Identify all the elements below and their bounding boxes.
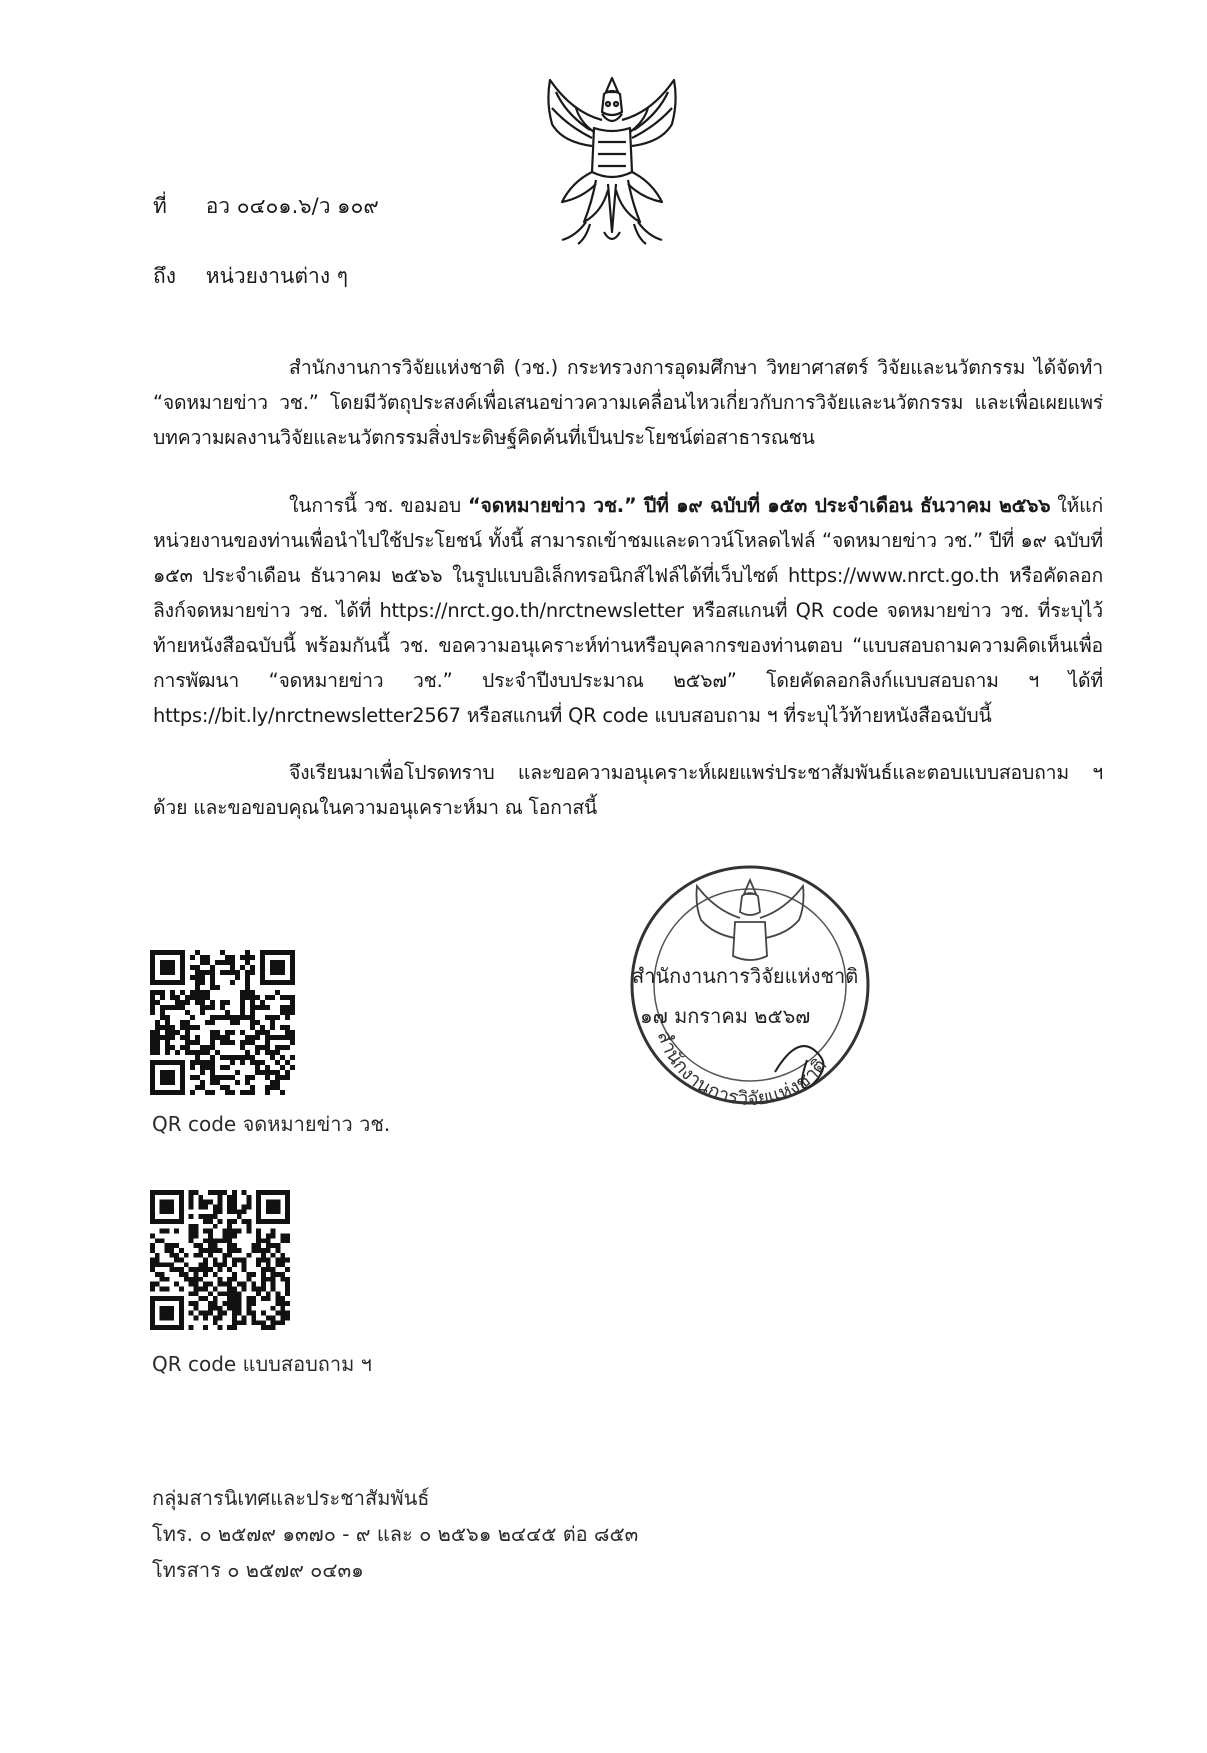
newsletter-qr-caption: QR code จดหมายข่าว วช.: [152, 1112, 391, 1136]
footer-department: กลุ่มสารนิเทศและประชาสัมพันธ์: [152, 1486, 430, 1510]
newsletter-qr-code[interactable]: [150, 950, 295, 1095]
reference-value: อว ๐๔๐๑.๖/ว ๑๐๙: [205, 194, 379, 218]
reference-label: ที่: [153, 194, 167, 218]
seal-date: ๑๗ มกราคม ๒๕๖๗: [640, 1004, 811, 1028]
seal-ring-text: สำนักงานการวิจัยแห่งชาติ: [652, 1027, 832, 1110]
paragraph-details-bold: “จดหมายข่าว วช.” ปีที่ ๑๙ ฉบับที่ ๑๕๓ ประจำเดือน ธันวาคม ๒๕๖๖: [468, 494, 1051, 517]
paragraph-details: [153, 488, 1103, 733]
recipient-value: หน่วยงานต่าง ๆ: [205, 264, 349, 288]
seal-agency: สำนักงานการวิจัยแห่งชาติ: [632, 964, 859, 988]
survey-qr-caption: QR code แบบสอบถาม ฯ: [152, 1352, 372, 1376]
paragraph-details-lead: ในการนี้ วช. ขอมอบ: [289, 494, 469, 517]
footer-telephone: โทร. ๐ ๒๕๗๙ ๑๓๗๐ - ๙ และ ๐ ๒๕๖๑ ๒๔๔๕ ต่อ ๘๕๓: [152, 1522, 639, 1546]
garuda-emblem: [532, 72, 692, 250]
reference-number: [153, 190, 379, 223]
paragraph-closing: จึงเรียนมาเพื่อโปรดทราบ และขอความอนุเคราะห์เผยแพร่ประชาสัมพันธ์และตอบแบบสอบถาม ฯ ด้วย และขอขอบคุณในความอนุเคราะห์มา ณ โอกาสนี้: [153, 761, 1103, 819]
contact-footer: [152, 1480, 638, 1588]
footer-fax: โทรสาร ๐ ๒๕๗๙ ๐๔๓๑: [152, 1558, 364, 1582]
survey-qr-code[interactable]: [150, 1190, 290, 1330]
paragraph-details-rest: ให้แก่หน่วยงานของท่านเพื่อนำไปใช้ประโยชน์ ทั้งนี้ สามารถเข้าชมและดาวน์โหลดไฟล์ “จดหมายข่าว วช.” ปีที่ ๑๙ ฉบับที่ ๑๕๓ ประจำเดือน ธันวาคม ๒๕๖๖ ในรูปแบบอิเล็กทรอนิกส์ไฟล์ได้ที่เว็บไซต์ https://www.nrct.go.th หรือคัดลอกลิงก์จดหมายข่าว วช. ได้ที่ https://nrct.go.th/nrctnewsletter หรือสแกนที่ QR code จดหมายข่าว วช. ที่ระบุไว้ท้ายหนังสือฉบับนี้ พร้อมกันนี้ วช. ขอความอนุเคราะห์ท่านหรือบุคลากรของท่านตอบ “แบบสอบถามความคิดเห็นเพื่อการพัฒนา “จดหมายข่าว วช.” ประจำปีงบประมาณ ๒๕๖๗” โดยคัดลอกลิงก์แบบสอบถาม ฯ ได้ที่ https://bit.ly/nrctnewsletter2567 หรือสแกนที่ QR code แบบสอบถาม ฯ ที่ระบุไว้ท้ายหนังสือฉบับนี้: [153, 494, 1103, 727]
paragraph-intro: สำนักงานการวิจัยแห่งชาติ (วช.) กระทรวงการอุดมศึกษา วิทยาศาสตร์ วิจัยและนวัตกรรม ได้จัดทำ “จดหมายข่าว วช.” โดยมีวัตถุประสงค์เพื่อเสนอข่าวความเคลื่อนไหวเกี่ยวกับการวิจัยและนวัตกรรม และเพื่อเผยแพร่บทความผลงานวิจัยและนวัตกรรมสิ่งประดิษฐ์คิดค้นที่เป็นประโยชน์ต่อสาธารณชน: [153, 356, 1103, 449]
recipient-label: ถึง: [153, 264, 176, 288]
recipient-line: [153, 260, 348, 293]
